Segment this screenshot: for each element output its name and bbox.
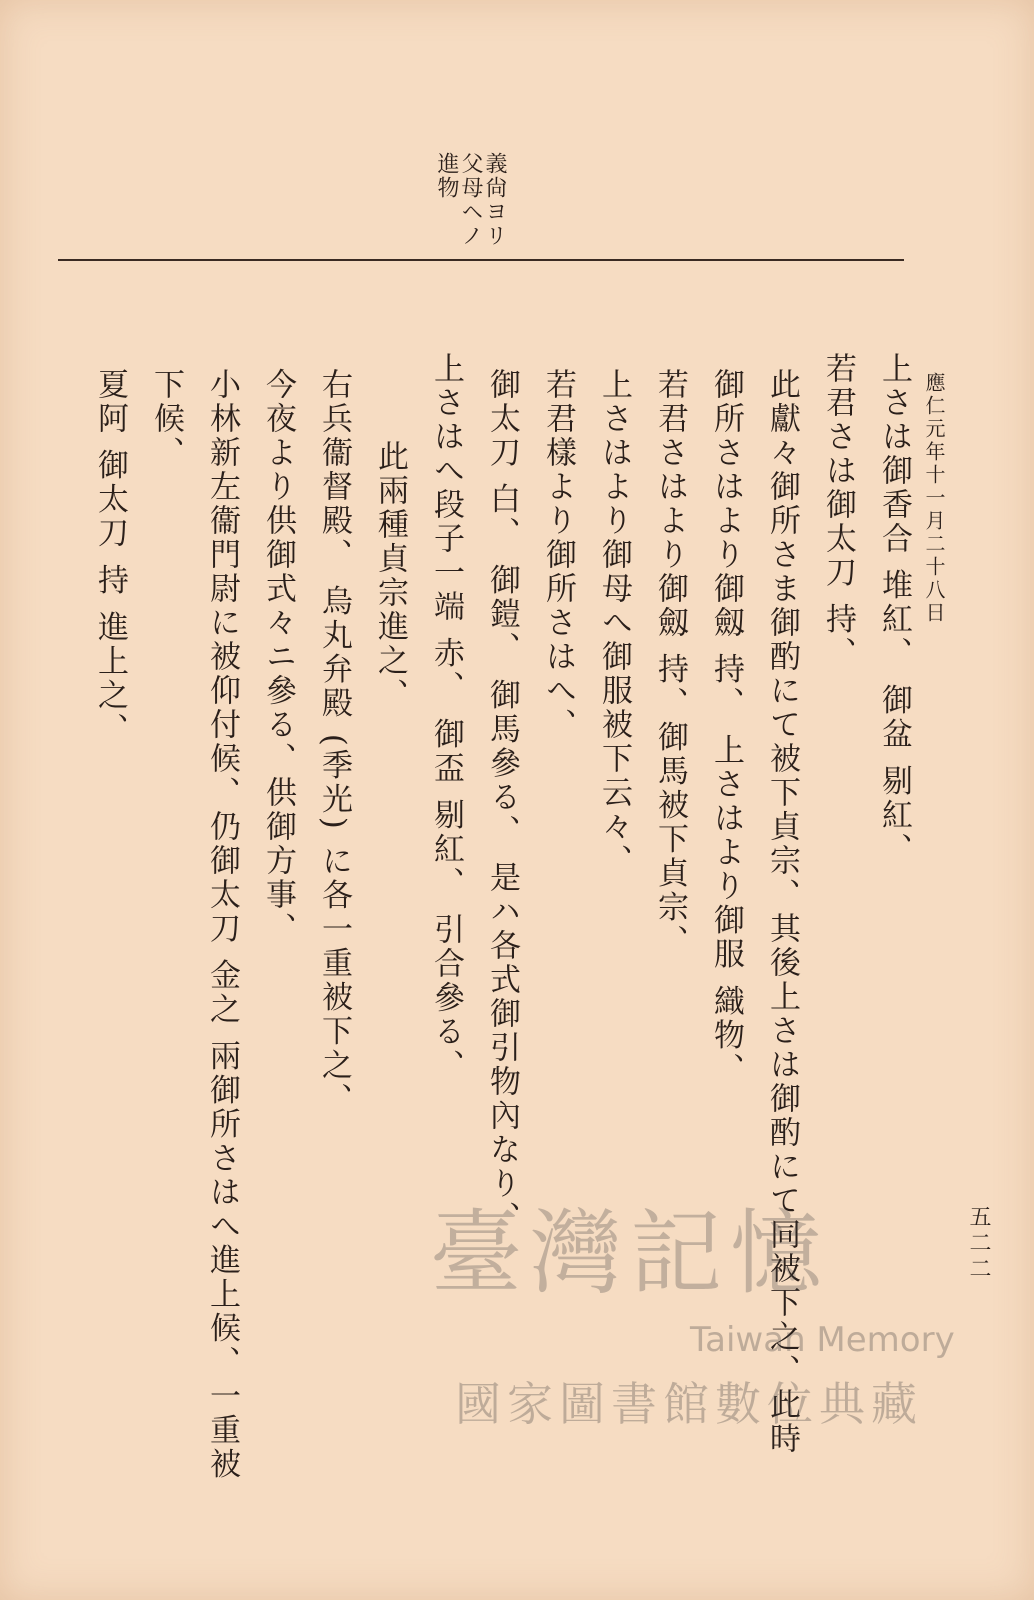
header-note-2: 父母ヘノ	[458, 152, 483, 248]
text-column: 此獻々御所さま御酌にて被下貞宗、其後上さは御酌にて同被下之、此時	[764, 368, 800, 1456]
text-column: 御所さはより御劔 持、 上さはより御服 織物、	[708, 368, 744, 1087]
text-column: 若君さは御太刀 持、	[820, 352, 856, 671]
page-number: 五二二	[966, 1205, 991, 1283]
header-note-1: 義尙ヨリ	[482, 152, 507, 248]
watermark-logo-text: 臺灣記憶	[430, 1200, 831, 1307]
text-column: 若君さはより御劔 持、御馬被下貞宗、	[652, 368, 688, 959]
text-column: 若君樣より御所さはへ、	[540, 368, 576, 742]
text-column: 上さはへ段子一端 赤、 御盃 剔紅、 引合參る、	[428, 352, 464, 1084]
text-column: 上さはより御母へ御服被下云々、	[596, 368, 632, 878]
text-column: 夏阿 御太刀 持 進上之、	[92, 368, 128, 747]
text-column: 下候、	[148, 368, 184, 470]
text-column: 此兩種貞宗進之、	[372, 440, 408, 712]
date-line: 應仁元年十一月二十八日	[922, 372, 946, 625]
text-column: 御太刀 白、 御鎧、 御馬參る、 是ハ各式御引物內なり、	[484, 368, 520, 1236]
header-note-3: 進物	[434, 152, 459, 200]
text-column: 今夜より供御式々ニ參る、供御方事、	[260, 368, 296, 946]
text-column: 右兵衞督殿、 烏丸弁殿 (季光) に各一重被下之、	[316, 368, 352, 1117]
text-column: 小林新左衞門尉に被仰付候、仍御太刀 金之 兩御所さはへ進上候、一重被	[204, 368, 240, 1482]
header-divider	[58, 259, 904, 261]
text-column: 上さは御香合 堆紅、 御盆 剔紅、	[876, 352, 912, 867]
watermark-english: Taiwan Memory	[690, 1320, 955, 1360]
watermark-library: 國家圖書館數位典藏	[455, 1377, 923, 1431]
